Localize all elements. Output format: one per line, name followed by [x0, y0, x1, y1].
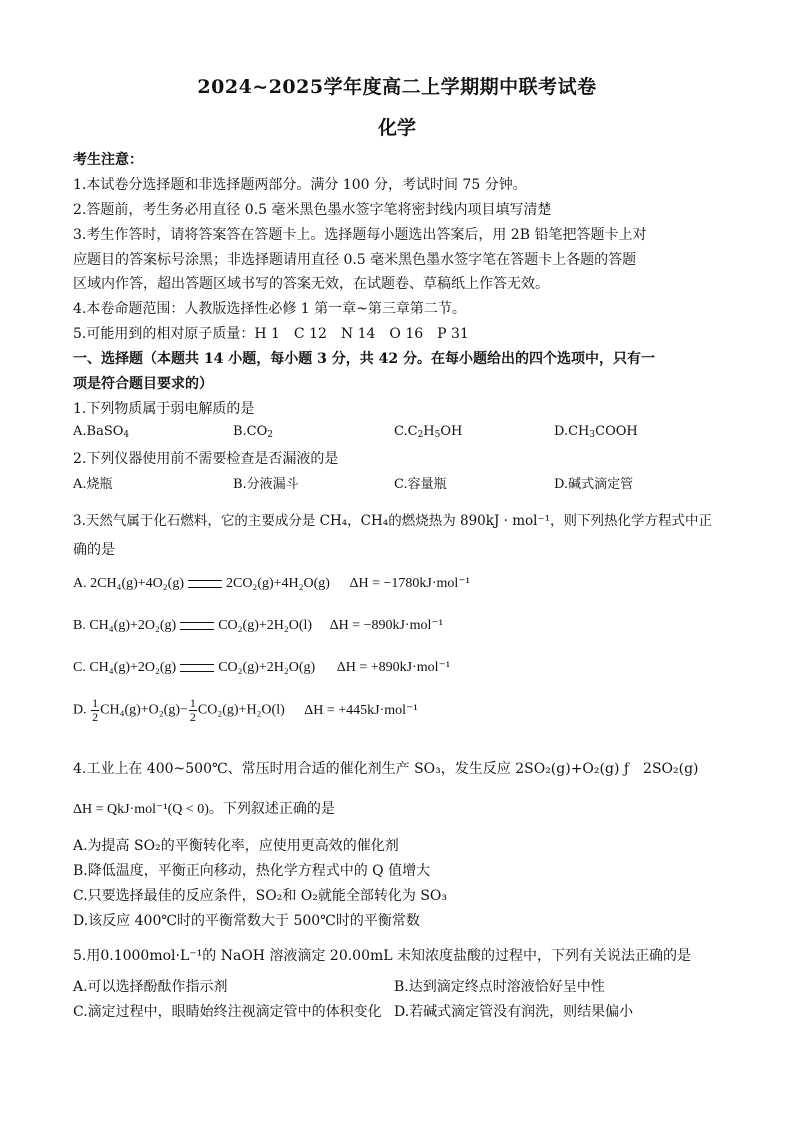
- q2-stem: 2.下列仪器使用前不需要检查是否漏液的是: [73, 451, 339, 467]
- note-item: 区域内作答，超出答题区域书写的答案无效，在试题卷、草稿纸上作答无效。: [73, 276, 549, 292]
- fraction: $\frac{1}{2}$: [189, 696, 196, 724]
- q3-option-b: B. CH₄(g)+2O₂(g) CO₂(g)+2H₂O(l) ΔH = −890kJ·mol⁻¹: [73, 618, 443, 633]
- note-item: 1.本试卷分选择题和非选择题两部分。满分 100 分，考试时间 75 分钟。: [73, 177, 527, 193]
- equals-arrow: [180, 622, 214, 630]
- q4-stem-cont: ΔH = QkJ·mol⁻¹(Q < 0)。下列叙述正确的是: [73, 802, 335, 817]
- q2-option-d: D.碱式滴定管: [554, 477, 634, 492]
- q2-option-a: A.烧瓶: [73, 477, 113, 492]
- q3-option-a: A. 2CH₄(g)+4O₂(g) 2CO₂(g)+4H₂O(g) ΔH = −1780kJ·mol⁻¹: [73, 576, 470, 591]
- q1-option-c: $C.C_2H_5OH$: [394, 424, 463, 440]
- q3-stem-cont: 确的是: [73, 542, 115, 558]
- q1-option-a: A.BaSO$_4$: [73, 424, 130, 440]
- q5-option-d: D.若碱式滴定管没有润洗，则结果偏小: [394, 1004, 634, 1020]
- q4-stem: 4.工业上在 400~500℃、常压时用合适的催化剂生产 SO₃，发生反应 2SO₂(g)+O₂(g) ƒ 2SO₂(g): [73, 761, 699, 777]
- exam-subject: 化学: [377, 117, 416, 139]
- equals-arrow: [180, 664, 214, 672]
- q5-option-b: B.达到滴定终点时溶液恰好呈中性: [394, 979, 605, 995]
- q4-option-d: D.该反应 400℃时的平衡常数大于 500℃时的平衡常数: [73, 913, 420, 929]
- q2-option-c: C.容量瓶: [394, 477, 447, 492]
- q1-stem: 1.下列物质属于弱电解质的是: [73, 401, 255, 417]
- note-item: 2.答题前，考生务必用直径 0.5 毫米黑色墨水签字笔将密封线内项目填写清楚: [73, 202, 552, 218]
- q5-stem: 5.用0.1000mol·L⁻¹的 NaOH 溶液滴定 20.00mL 未知浓度盐酸的过程中，下列有关说法正确的是: [73, 948, 692, 964]
- exam-title: 2024~2025学年度高二上学期期中联考试卷: [197, 76, 597, 98]
- note-item: 应题目的答案标号涂黑；非选择题请用直径 0.5 毫米黑色墨水签字笔在答题卡上各题的答题: [73, 252, 637, 268]
- q5-option-c: C.滴定过程中，眼睛始终注视滴定管中的体积变化: [73, 1004, 382, 1020]
- q3-stem: 3.天然气属于化石燃料，它的主要成分是 CH₄，CH₄的燃烧热为 890kJ · mol⁻¹，则下列热化学方程式中正: [73, 513, 713, 529]
- q4-option-b: B.降低温度，平衡正向移动，热化学方程式中的 Q 值增大: [73, 863, 431, 879]
- section-heading-cont: 项是符合题目要求的）: [73, 376, 213, 392]
- notes-heading: 考生注意：: [73, 152, 143, 168]
- equals-arrow: [188, 580, 222, 588]
- note-item: 4.本卷命题范围：人教版选择性必修 1 第一章~第三章第二节。: [73, 301, 466, 317]
- q2-option-b: B.分液漏斗: [233, 477, 299, 492]
- note-item: 5.可能用到的相对原子质量：H 1 C 12 N 14 O 16 P 31: [73, 326, 469, 342]
- q1-option-d: $D.CH_3COOH$: [554, 424, 638, 440]
- q3-option-c: C. CH₄(g)+2O₂(g) CO₂(g)+2H₂O(g) ΔH = +890kJ·mol⁻¹: [73, 660, 451, 675]
- section-heading: 一、选择题（本题共 14 小题，每小题 3 分，共 42 分。在每小题给出的四个选项中，只有一: [73, 351, 655, 367]
- q4-option-c: C.只要选择最佳的反应条件，SO₂和 O₂就能全部转化为 SO₃: [73, 888, 448, 904]
- note-item: 3.考生作答时，请将答案答在答题卡上。选择题每小题选出答案后，用 2B 铅笔把答题卡上对: [73, 227, 647, 243]
- q5-option-a: A.可以选择酚酞作指示剂: [73, 979, 228, 995]
- q3-option-d: D. $\frac{1}{2}$ CH₄(g)+O₂(g)− $\frac{1}{2}$ CO₂(g)+H₂O(l) ΔH = +445kJ·mol⁻¹: [73, 696, 418, 724]
- q1-option-b: $B.CO_2$: [233, 424, 274, 440]
- fraction: $\frac{1}{2}$: [92, 696, 99, 724]
- q4-option-a: A.为提高 SO₂的平衡转化率，应使用更高效的催化剂: [73, 838, 399, 854]
